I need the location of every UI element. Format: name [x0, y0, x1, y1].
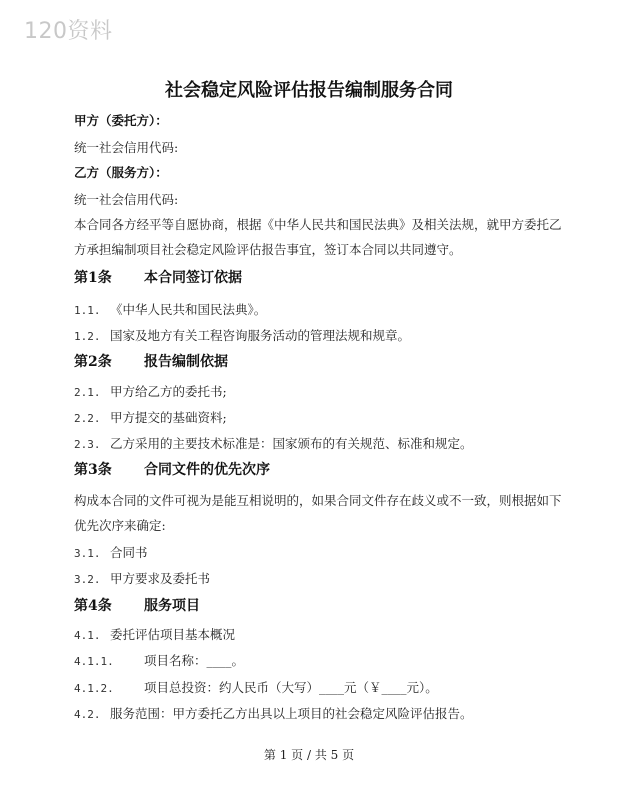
clause-4-1 [74, 627, 235, 644]
clause-number: 2.1. [74, 386, 101, 399]
clause-text: 项目总投资：约人民币（大写）____元（￥____元）。 [144, 680, 438, 695]
clause-4-1-1 [74, 653, 244, 670]
article-2-heading [74, 354, 228, 370]
clause-text: 合同书 [110, 545, 148, 560]
clause-text: 国家及地方有关工程咨询服务活动的管理法规和规章。 [110, 328, 411, 343]
clause-1-2 [74, 328, 410, 345]
clause-text: 《中华人民共和国民法典》。 [110, 302, 267, 317]
article-4-number: 第4条 [74, 598, 112, 614]
clause-1-1 [74, 302, 266, 319]
article-3-title: 合同文件的优先次序 [144, 462, 270, 478]
intro-paragraph-line-1: 本合同各方经平等自愿协商，根据《中华人民共和国民法典》及相关法规，就甲方委托乙 [74, 217, 562, 232]
clause-text: 甲方给乙方的委托书; [110, 384, 227, 399]
clause-text: 甲方要求及委托书 [110, 571, 211, 586]
article-1-number: 第1条 [74, 270, 112, 286]
article-3-paragraph-line-2: 优先次序来确定: [74, 518, 166, 533]
clause-4-1-2 [74, 680, 438, 697]
party-a-label: 甲方（委托方）： [74, 113, 168, 128]
article-3-number: 第3条 [74, 462, 112, 478]
clause-number: 1.1. [74, 304, 101, 317]
clause-number: 3.2. [74, 573, 101, 586]
clause-text: 甲方提交的基础资料; [110, 410, 227, 425]
clause-text: 乙方采用的主要技术标准是：国家颁布的有关规范、标准和规定。 [110, 436, 473, 451]
document-title: 社会稳定风险评估报告编制服务合同 [165, 80, 453, 101]
clause-number: 4.2. [74, 708, 101, 721]
party-b-credit-code: 统一社会信用代码: [74, 192, 179, 207]
clause-2-1 [74, 384, 227, 401]
article-3-paragraph-line-1: 构成本合同的文件可视为是能互相说明的，如果合同文件存在歧义或不一致，则根据如下 [74, 493, 562, 508]
clause-text: 委托评估项目基本概况 [110, 627, 236, 642]
article-2-title: 报告编制依据 [144, 354, 228, 370]
clause-number: 2.3. [74, 438, 101, 451]
clause-2-2 [74, 410, 227, 427]
clause-number: 3.1. [74, 547, 101, 560]
article-4-heading [74, 598, 200, 614]
clause-3-2 [74, 571, 210, 588]
article-1-heading [74, 270, 242, 286]
clause-number: 1.2. [74, 330, 101, 343]
clause-4-2 [74, 706, 473, 723]
article-3-heading [74, 462, 270, 478]
clause-text: 项目名称：____。 [144, 653, 245, 668]
clause-number: 2.2. [74, 412, 101, 425]
party-b-label: 乙方（服务方）： [74, 165, 168, 180]
clause-text: 服务范围：甲方委托乙方出具以上项目的社会稳定风险评估报告。 [110, 706, 473, 721]
clause-number: 4.1. [74, 629, 101, 642]
clause-number: 4.1.2. [74, 682, 114, 695]
page-footer: 第 1 页 / 共 5 页 [263, 748, 355, 762]
article-4-title: 服务项目 [144, 598, 200, 614]
article-2-number: 第2条 [74, 354, 112, 370]
article-1-title: 本合同签订依据 [144, 270, 242, 286]
watermark-logo: 120资料 [24, 19, 113, 44]
party-a-credit-code: 统一社会信用代码: [74, 140, 179, 155]
clause-3-1 [74, 545, 148, 562]
clause-number: 4.1.1. [74, 655, 114, 668]
clause-2-3 [74, 436, 473, 453]
intro-paragraph-line-2: 方承担编制项目社会稳定风险评估报告事宜，签订本合同以共同遵守。 [74, 242, 462, 257]
